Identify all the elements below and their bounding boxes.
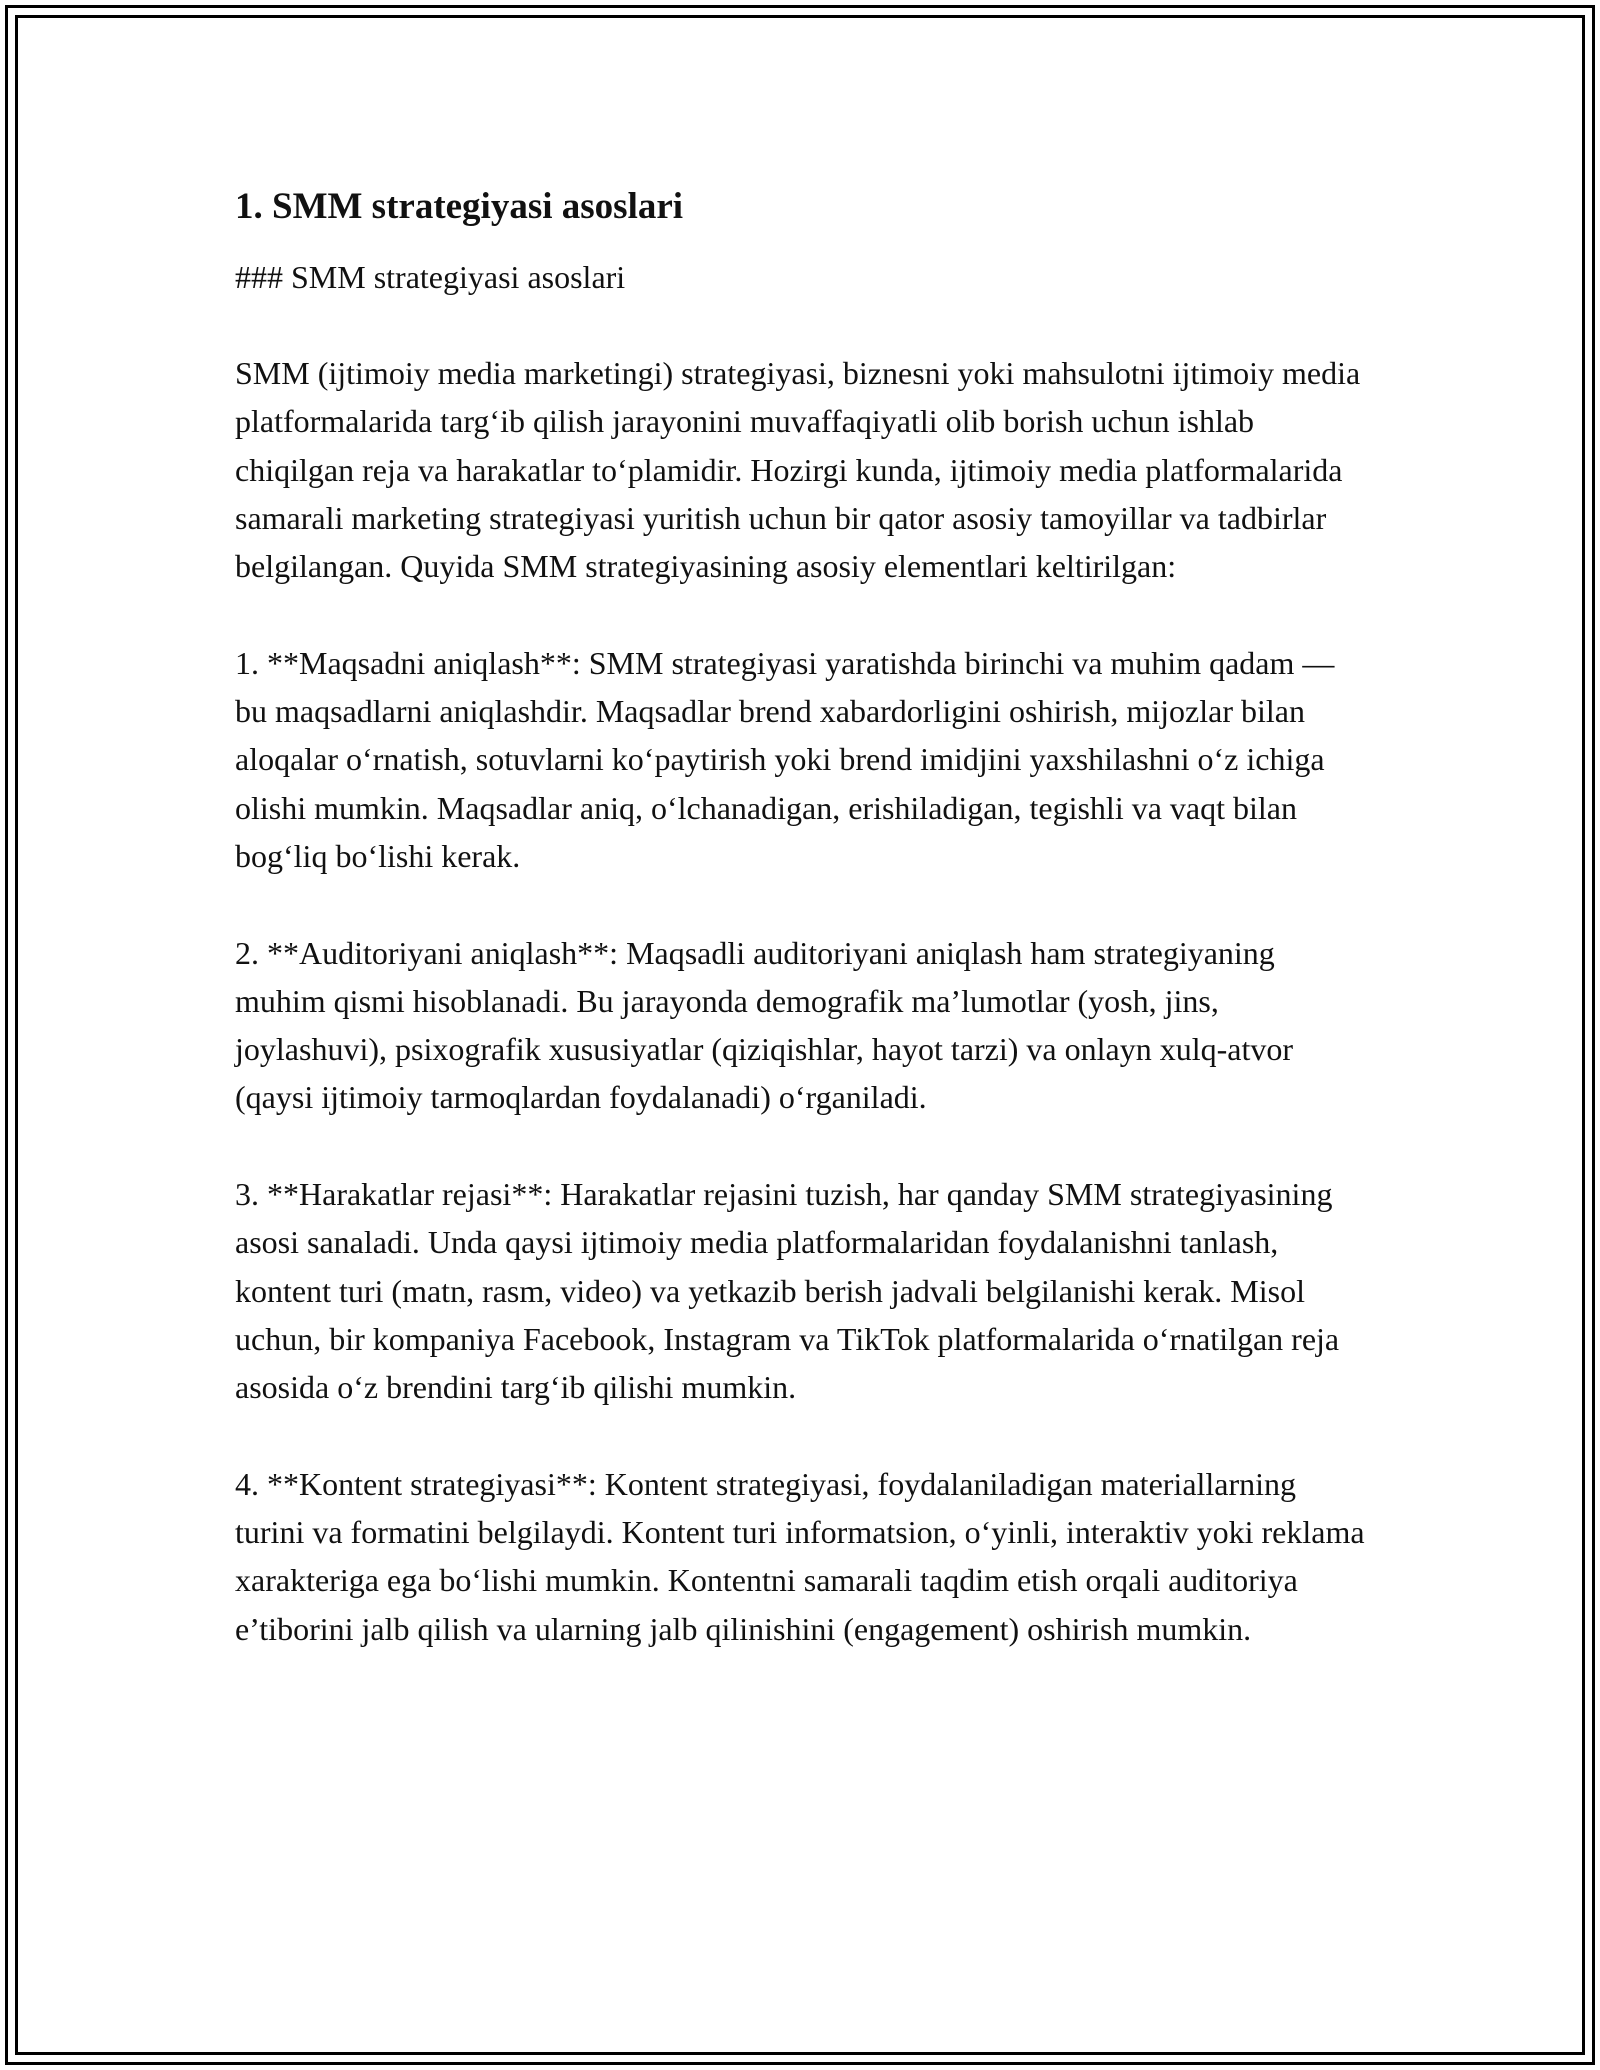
document-subheading: ### SMM strategiyasi asoslari [235,259,626,295]
list-item-audience: 2. **Auditoriyani aniqlash**: Maqsadli auditoriyani aniqlash ham strategiyaning muhim qismi hisoblanadi. Bu jarayonda demografik ma’lumotlar (yosh, jins, joylashuvi), psixografik xususiyatlar (qiziqishlar, hayot tarzi) va onlayn xulq-atvor (qaysi ijtimoiy tarmoqlardan foydalanadi) o‘rganiladi. [235,934,1294,1116]
intro-paragraph: SMM (ijtimoiy media marketingi) strategiyasi, biznesni yoki mahsulotni ijtimoiy media platformalarida targ‘ib qilish jarayonini muvaffaqiyatli olib borish uchun ishlab chiqilgan reja va harakatlar to‘plamidir. Hozirgi kunda, ijtimoiy media platformalarida samarali marketing strategiyasi yuritish uchun bir qator asosiy tamoyillar va tadbirlar belgilangan. Quyida SMM strategiyasining asosiy elementlari keltirilgan: [235,355,1361,585]
document-title: 1. SMM strategiyasi asoslari [235,186,684,227]
list-item-action-plan: 3. **Harakatlar rejasi**: Harakatlar rejasini tuzish, har qanday SMM strategiyasining asosi sanaladi. Unda qaysi ijtimoiy media platformalaridan foydalanishni tanlash, kontent turi (matn, rasm, video) va yetkazib berish jadvali belgilanishi kerak. Misol uchun, bir kompaniya Facebook, Instagram va TikTok platformalarida o‘rnatilgan reja asosida o‘z brendini targ‘ib qilishi mumkin. [235,1176,1340,1406]
list-item-goal: 1. **Maqsadni aniqlash**: SMM strategiyasi yaratishda birinchi va muhim qadam — bu maqsadlarni aniqlashdir. Maqsadlar brend xabardorligini oshirish, mijozlar bilan aloqalar o‘rnatish, sotuvlarni ko‘paytirish yoki brend imidjini yaxshilashni o‘z ichiga olishi mumkin. Maqsadlar aniq, o‘lchanadigan, erishiladigan, tegishli va vaqt bilan bog‘liq bo‘lishi kerak. [235,644,1335,874]
list-item-content-strategy: 4. **Kontent strategiyasi**: Kontent strategiyasi, foydalaniladigan materiallarning turini va formatini belgilaydi. Kontent turi informatsion, o‘yinli, interaktiv yoki reklama xarakteriga ega bo‘lishi mumkin. Kontentni samarali taqdim etish orqali auditoriya e’tiborini jalb qilish va ularning jalb qilinishini (engagement) oshirish mumkin. [235,1465,1365,1647]
document-page [235,185,1370,1701]
